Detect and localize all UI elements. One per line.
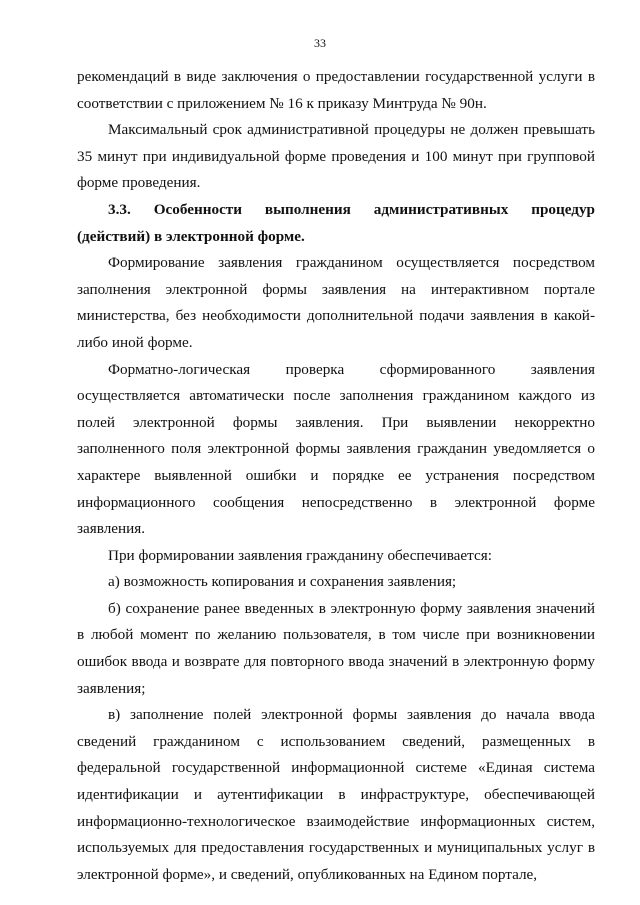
list-item-b: б) сохранение ранее введенных в электронную форму заявления значений в любой момент по желанию пользователя, в том числе при возникновении ошибок ввода и возврате для повторного ввода значений в электронную форму заявления;: [77, 599, 595, 697]
paragraph-continuation: рекомендаций в виде заключения о предоставлении государственной услуги в соответствии с приложением № 16 к приказу Минтруда № 90н.: [77, 68, 595, 112]
list-item-v: в) заполнение полей электронной формы заявления до начала ввода сведений гражданином с использованием сведений, размещенных в федеральной государственной информационной системе «Единая система идентификации и аутентификации в инфраструктуре, обеспечивающей информационно-технологическое взаимодействие информационных систем, используемых для предоставления государственных и муниципальных услуг в электронной форме», и сведений, опубликованных на Едином портале,: [77, 706, 595, 883]
document-body: [77, 64, 595, 888]
page-number: 33: [314, 36, 326, 50]
paragraph-max-duration: Максимальный срок административной процедуры не должен превышать 35 минут при индивидуальной форме проведения и 100 минут при групповой форме проведения.: [77, 121, 595, 192]
list-item-a: а) возможность копирования и сохранения заявления;: [108, 573, 457, 591]
section-heading: 3.3. Особенности выполнения административных процедур (действий) в электронной форме.: [77, 200, 595, 245]
paragraph-format-check: Форматно-логическая проверка сформированного заявления осуществляется автоматически после заполнения гражданином каждого из полей электронной формы заявления. При выявлении некорректно заполненного поля электронной формы заявления гражданин уведомляется о характере выявленной ошибки и порядке ее устранения посредством информационного сообщения непосредственно в электронной форме заявления.: [77, 360, 595, 538]
paragraph-application-forming: Формирование заявления гражданином осуществляется посредством заполнения электронной формы заявления на интерактивном портале министерства, без необходимости дополнительной подачи заявления в какой-либо иной форме.: [77, 254, 595, 351]
paragraph-provided-intro: При формировании заявления гражданину обеспечивается:: [108, 546, 492, 564]
